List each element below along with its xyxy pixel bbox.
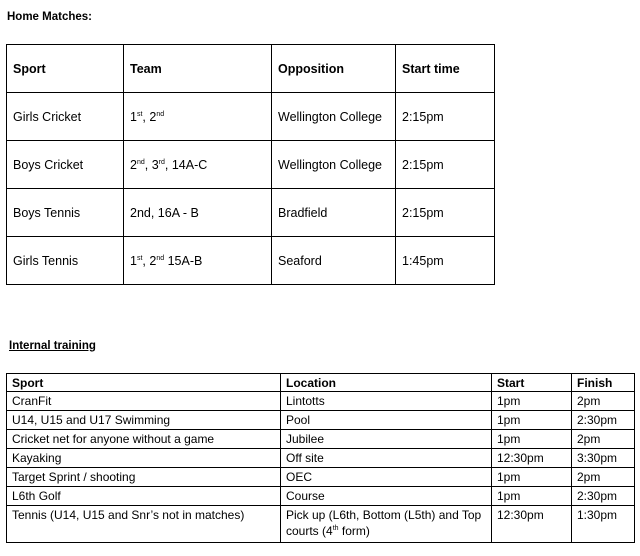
sport-cell: U14, U15 and U17 Swimming [7,411,281,430]
team-cell-ordinal-suffix: nd [156,254,165,262]
table-row [7,93,495,141]
table-row [7,392,635,411]
start-cell: 1pm [492,411,572,430]
start-time-cell: 2:15pm [396,93,495,141]
table-row [7,506,635,543]
sport-cell: Girls Cricket [7,93,124,141]
sport-cell: Boys Cricket [7,141,124,189]
table-row [7,411,635,430]
location-cell-text: form) [338,524,370,538]
table-header-row [7,374,635,392]
col-header-sport: Sport [7,45,124,93]
team-cell-text: 2nd, 16A - B [130,205,199,220]
finish-cell: 2pm [572,468,635,487]
col-header-team: Team [124,45,272,93]
start-cell: 1pm [492,468,572,487]
team-cell-text: , 3 [144,157,159,172]
col-header-finish: Finish [572,374,635,392]
col-header-location: Location [281,374,492,392]
team-cell-text: , 2 [142,253,157,268]
col-header-sport: Sport [7,374,281,392]
finish-cell: 2:30pm [572,487,635,506]
team-cell-text: 15A-B [164,253,203,268]
team-cell-ordinal-suffix: st [136,254,143,262]
sport-cell: Boys Tennis [7,189,124,237]
location-cell [281,411,492,430]
team-cell-text: 1 [130,109,137,124]
table-header-row [7,45,495,93]
location-cell-text: Pick up (L6th, Bottom (L5th) and Top courts (4 [286,508,482,538]
team-cell-ordinal-suffix: nd [136,158,145,166]
opposition-cell: Bradfield [272,189,396,237]
start-time-cell: 2:15pm [396,189,495,237]
table-row [7,449,635,468]
table-row [7,487,635,506]
sport-cell: Target Sprint / shooting [7,468,281,487]
table-row [7,237,495,285]
opposition-cell: Seaford [272,237,396,285]
team-cell-text: 1 [130,253,137,268]
table-row [7,430,635,449]
location-cell [281,468,492,487]
team-cell [124,141,272,189]
location-cell-text: Course [286,489,325,503]
team-cell-ordinal-suffix: nd [156,110,165,118]
sport-cell: Cricket net for anyone without a game [7,430,281,449]
team-cell-ordinal-suffix: rd [158,158,165,166]
sport-cell: CranFit [7,392,281,411]
team-cell-text: , 2 [142,109,157,124]
start-cell: 1pm [492,392,572,411]
location-cell-text: Lintotts [286,394,325,408]
sport-cell: L6th Golf [7,487,281,506]
start-time-cell: 1:45pm [396,237,495,285]
finish-cell: 3:30pm [572,449,635,468]
location-cell [281,506,492,543]
location-cell-text: Off site [286,451,324,465]
table-row [7,468,635,487]
location-cell [281,430,492,449]
sport-cell: Kayaking [7,449,281,468]
opposition-cell: Wellington College [272,141,396,189]
location-cell [281,449,492,468]
team-cell [124,237,272,285]
location-cell-text: Pool [286,413,311,427]
opposition-cell: Wellington College [272,93,396,141]
sport-cell: Girls Tennis [7,237,124,285]
start-cell: 1pm [492,487,572,506]
start-cell: 12:30pm [492,449,572,468]
start-cell: 12:30pm [492,506,572,543]
start-time-cell: 2:15pm [396,141,495,189]
location-cell-text: Jubilee [286,432,325,446]
team-cell [124,189,272,237]
internal-training-heading: Internal training [9,340,96,352]
start-cell: 1pm [492,430,572,449]
team-cell-text: , 14A-C [164,157,208,172]
col-header-start-time: Start time [396,45,495,93]
location-cell [281,392,492,411]
col-header-opposition: Opposition [272,45,396,93]
location-cell-ordinal-suffix: th [332,525,339,532]
team-cell [124,93,272,141]
team-cell-text: 2 [130,157,137,172]
home-matches-table [6,44,495,285]
finish-cell: 2pm [572,430,635,449]
team-cell-ordinal-suffix: st [136,110,143,118]
internal-training-table [6,373,635,543]
location-cell-text: OEC [286,470,313,484]
location-cell [281,487,492,506]
home-matches-heading: Home Matches: [7,11,92,23]
finish-cell: 2pm [572,392,635,411]
finish-cell: 2:30pm [572,411,635,430]
table-row [7,141,495,189]
sport-cell: Tennis (U14, U15 and Snr’s not in matches) [7,506,281,543]
col-header-start: Start [492,374,572,392]
table-row [7,189,495,237]
finish-cell: 1:30pm [572,506,635,543]
